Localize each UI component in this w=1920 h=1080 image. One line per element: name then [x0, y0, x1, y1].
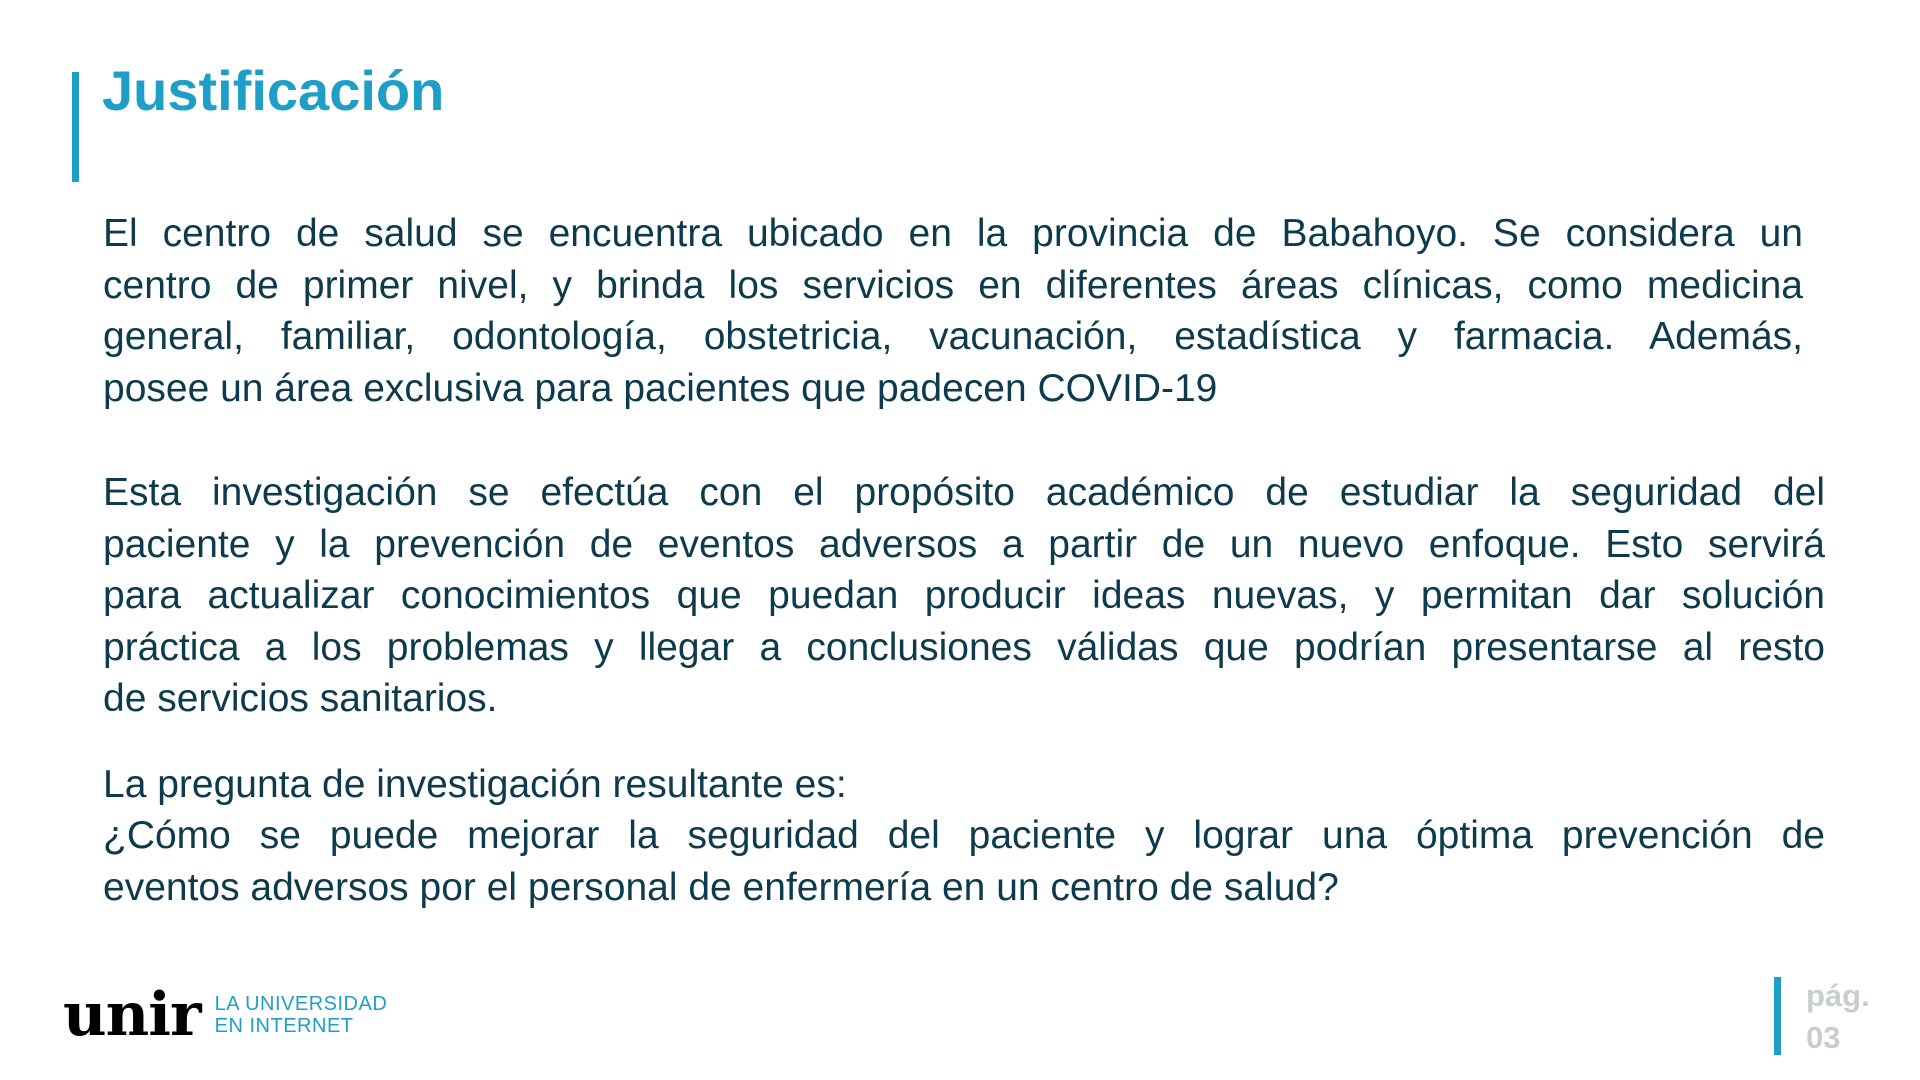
- paragraph-line: eventos adversos por el personal de enfermería en un centro de salud?: [103, 865, 1339, 909]
- slide-title: Justificación: [102, 59, 445, 122]
- logo-tagline: [215, 993, 388, 1037]
- page-accent-bar: [1774, 977, 1781, 1055]
- paragraph-purpose: [103, 467, 1825, 725]
- paragraph-line: práctica a los problemas y llegar a conclusiones válidas que podrían presentarse al resto: [103, 625, 1825, 669]
- logo-tagline-line-2: EN INTERNET: [214, 1015, 354, 1037]
- paragraph-location: [103, 208, 1803, 414]
- page-label: pág.: [1806, 978, 1870, 1013]
- logo-wordmark: unir: [63, 980, 201, 1050]
- paragraph-line: para actualizar conocimientos que puedan producir ideas nuevas, y permitan dar solución: [103, 574, 1825, 617]
- title-accent-bar: [72, 72, 79, 182]
- paragraph-line: general, familiar, odontología, obstetricia, vacunación, estadística y farmacia. Además,: [103, 315, 1803, 358]
- logo-tagline-line-1: LA UNIVERSIDAD: [214, 993, 388, 1015]
- paragraph-line: centro de primer nivel, y brinda los servicios en diferentes áreas clínicas, como medicina: [103, 263, 1803, 307]
- page-indicator: [1806, 975, 1870, 1059]
- paragraph-line: El centro de salud se encuentra ubicado en la provincia de Babahoyo. Se considera un: [103, 212, 1803, 255]
- page-number: 03: [1806, 1020, 1841, 1055]
- unir-logo: [63, 980, 388, 1050]
- paragraph-line: de servicios sanitarios.: [103, 677, 498, 720]
- paragraph-line: La pregunta de investigación resultante es:: [103, 762, 847, 806]
- paragraph-line: ¿Cómo se puede mejorar la seguridad del paciente y lograr una óptima prevención de: [103, 814, 1825, 857]
- paragraph-research-question: [103, 759, 1825, 914]
- paragraph-line: posee un área exclusiva para pacientes que padecen COVID-19: [103, 366, 1218, 410]
- slide-body: [103, 208, 1825, 913]
- paragraph-line: paciente y la prevención de eventos adversos a partir de un nuevo enfoque. Esto servirá: [103, 522, 1825, 566]
- paragraph-line: Esta investigación se efectúa con el propósito académico de estudiar la seguridad del: [103, 471, 1825, 514]
